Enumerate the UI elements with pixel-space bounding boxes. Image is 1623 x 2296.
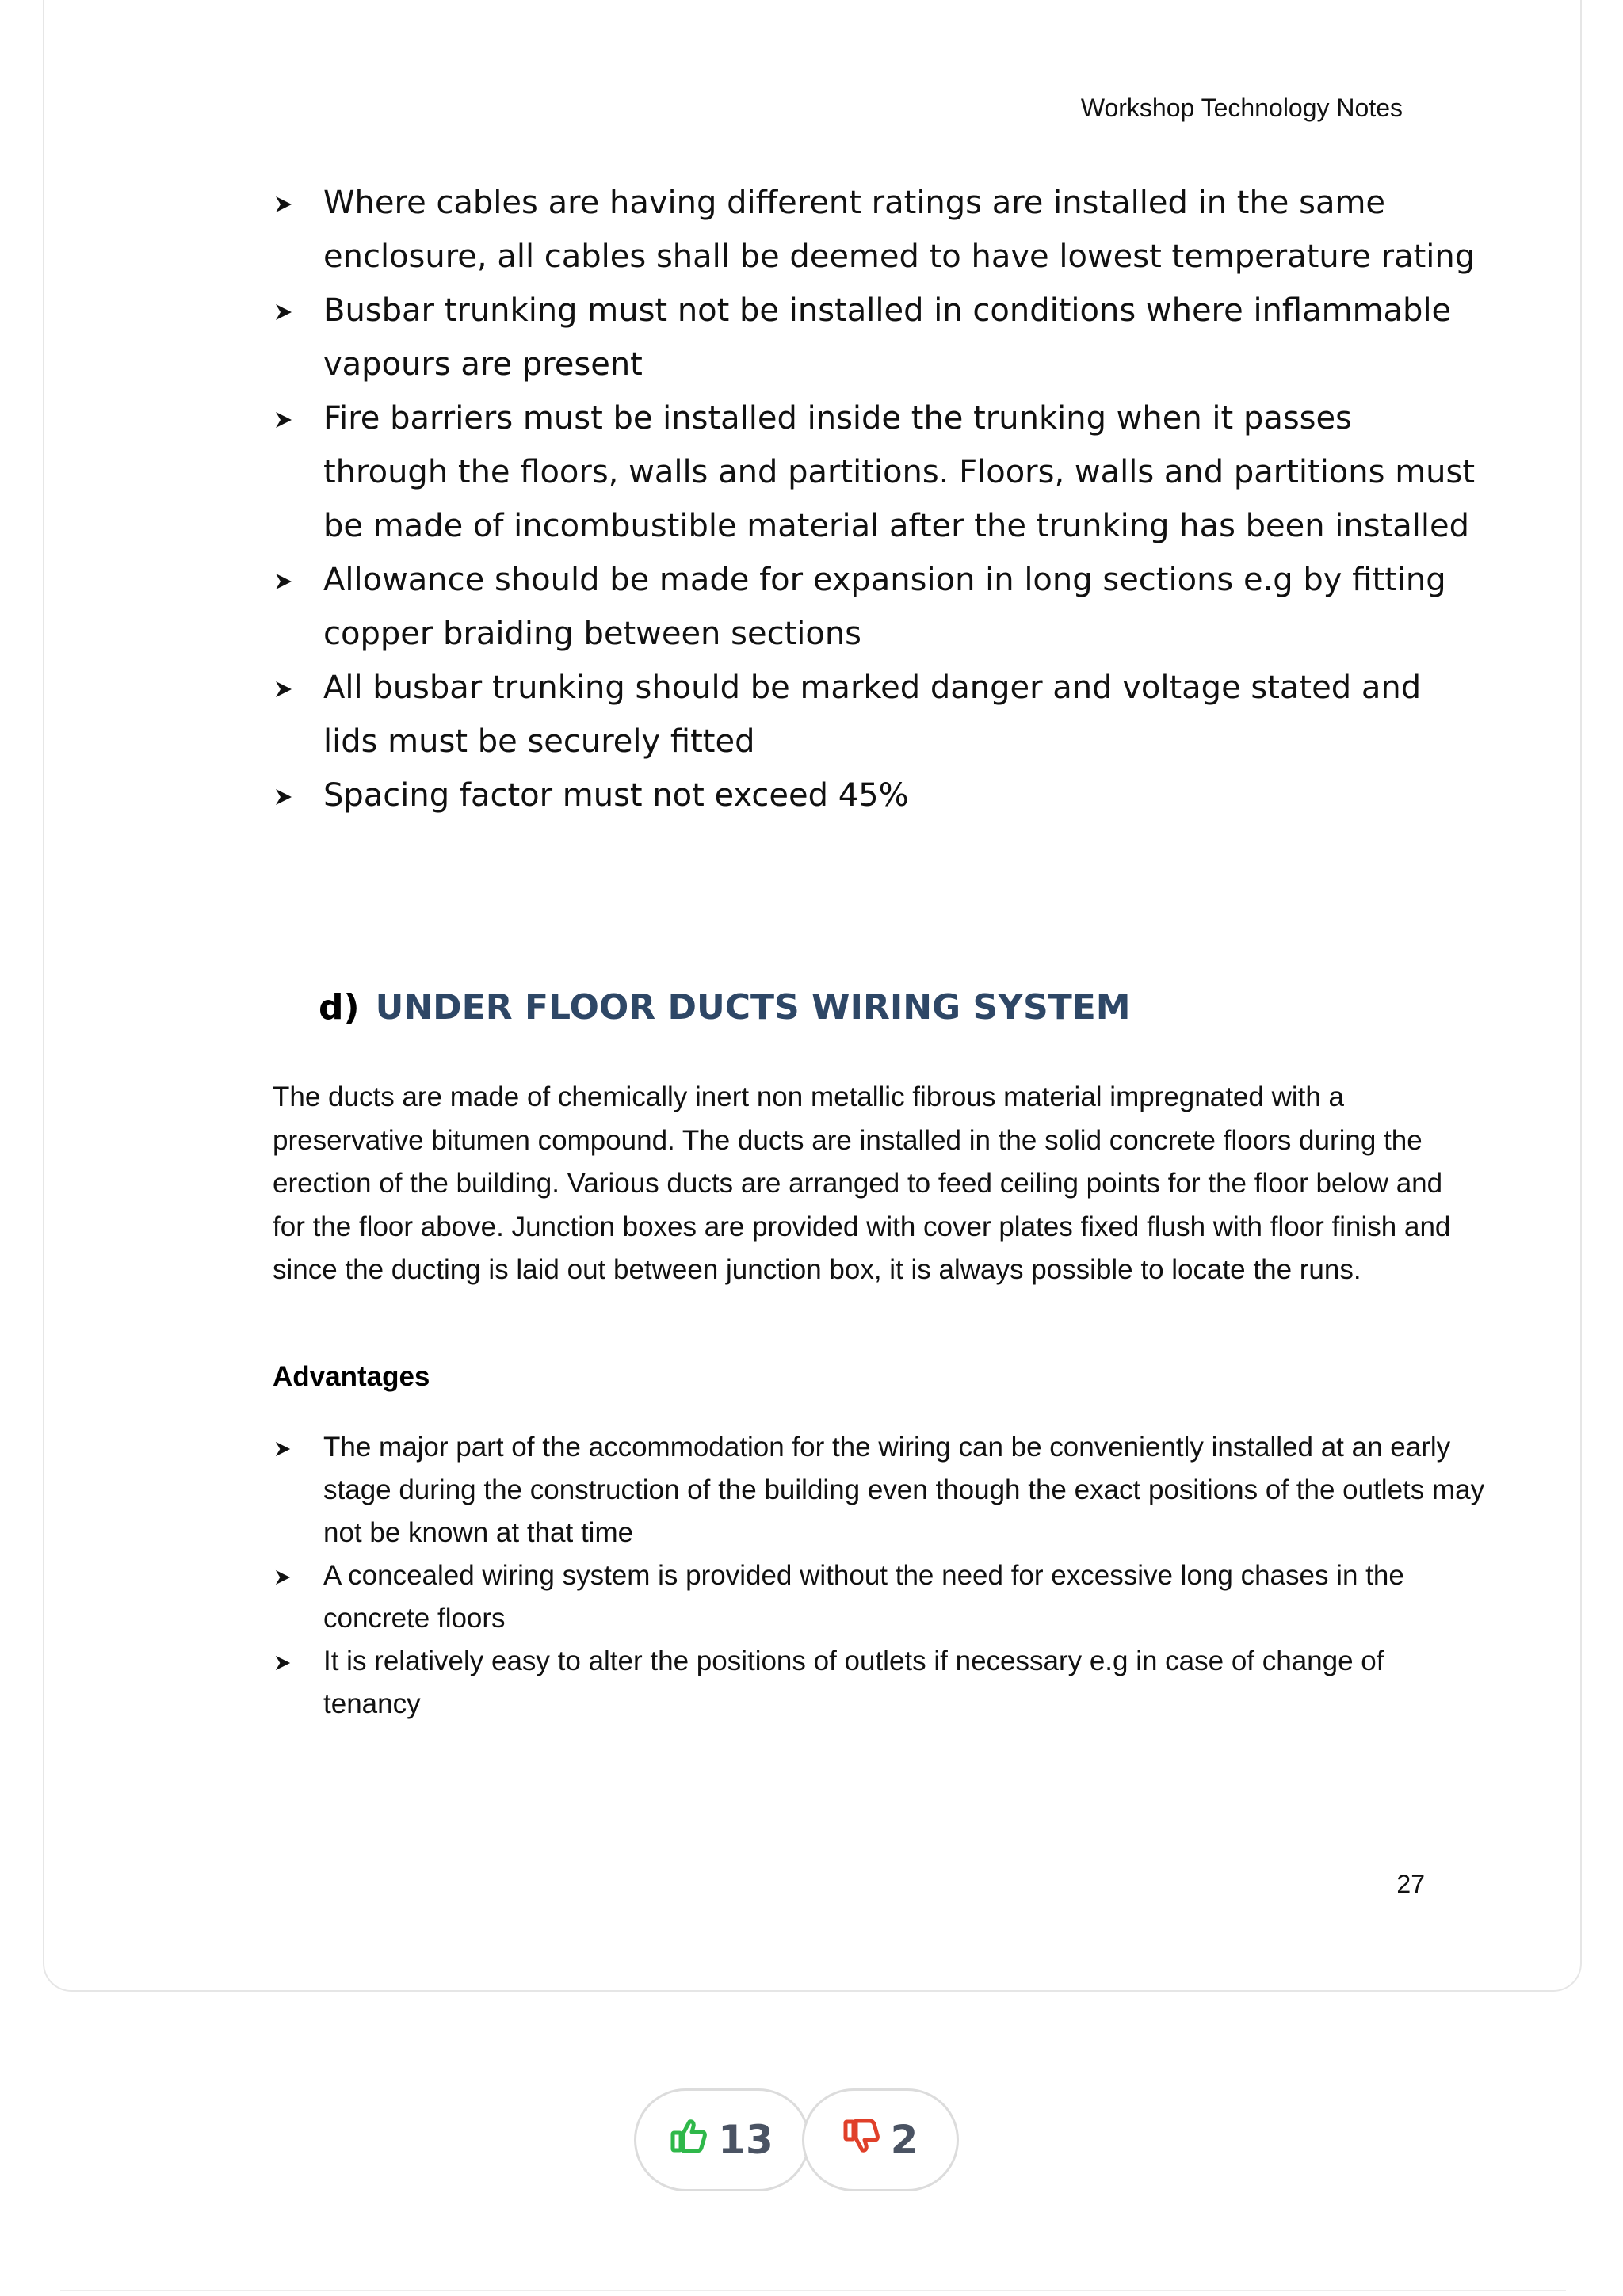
list-item	[274, 661, 1479, 769]
arrow-bullet-icon	[274, 1554, 298, 1597]
list-item-text: Spacing factor must not exceed 45%	[323, 777, 909, 814]
arrow-bullet-icon	[274, 391, 298, 445]
arrow-bullet-icon	[274, 661, 298, 715]
document-page	[43, 0, 1582, 1992]
list-item-text: A concealed wiring system is provided without the need for excessive long chases in the concrete floors	[323, 1560, 1404, 1634]
body-paragraph: The ducts are made of chemically inert non metallic fibrous material impregnated with a preservative bitumen compound. The ducts are installed in the solid concrete floors during the erection of the building. Various ducts are arranged to feed ceiling points for the floor below and for the floor above. Junction boxes are provided with cover plates fixed flush with floor finish and since the ducting is laid out between junction box, it is always possible to locate the runs.	[273, 1081, 1451, 1285]
advantages-list	[274, 1426, 1487, 1726]
list-item	[274, 176, 1479, 284]
list-item	[274, 1426, 1487, 1554]
upvote-button[interactable]	[634, 2088, 810, 2191]
arrow-bullet-icon	[274, 1426, 298, 1469]
list-item	[274, 1640, 1487, 1726]
section-heading	[319, 987, 1131, 1028]
list-item	[274, 553, 1479, 661]
list-item-text: Fire barriers must be installed inside the trunking when it passes through the floors, walls and partitions. Floors, walls and partitions must be made of incombustible material after the trunking has been installed	[323, 400, 1476, 544]
list-item-text: Allowance should be made for expansion in long sections e.g by fitting copper braiding between sections	[323, 562, 1446, 652]
list-item	[274, 1554, 1487, 1640]
list-item	[274, 391, 1479, 553]
arrow-bullet-icon	[274, 1640, 298, 1683]
list-item-text: All busbar trunking should be marked danger and voltage stated and lids must be securely fitted	[323, 669, 1422, 760]
running-head: Workshop Technology Notes	[1080, 93, 1403, 122]
arrow-bullet-icon	[274, 176, 298, 230]
list-item-text: It is relatively easy to alter the positions of outlets if necessary e.g in case of change of tenancy	[323, 1646, 1384, 1719]
arrow-bullet-icon	[274, 769, 298, 822]
vote-bar	[634, 2088, 959, 2195]
thumbs-down-icon	[843, 2117, 880, 2163]
list-item	[274, 769, 1479, 822]
section-letter: d)	[319, 987, 360, 1028]
list-item-text: Where cables are having different ratings are installed in the same enclosure, all cables shall be deemed to have lowest temperature rating	[323, 185, 1476, 275]
thumbs-up-icon	[670, 2117, 707, 2163]
upvote-count: 13	[718, 2117, 773, 2163]
advantages-heading: Advantages	[273, 1361, 430, 1392]
arrow-bullet-icon	[274, 284, 298, 338]
downvote-count: 2	[890, 2117, 918, 2163]
divider	[60, 2290, 1566, 2291]
list-item-text: The major part of the accommodation for the wiring can be conveniently installed at an early stage during the construction of the building even though the exact positions of the outlets may not be known at that time	[323, 1432, 1485, 1548]
busbar-rules-list	[274, 176, 1479, 822]
page-number: 27	[1396, 1870, 1425, 1898]
section-title: UNDER FLOOR DUCTS WIRING SYSTEM	[375, 987, 1131, 1028]
list-item-text: Busbar trunking must not be installed in conditions where inflammable vapours are present	[323, 292, 1452, 383]
list-item	[274, 284, 1479, 391]
arrow-bullet-icon	[274, 553, 298, 607]
downvote-button[interactable]	[802, 2088, 959, 2191]
